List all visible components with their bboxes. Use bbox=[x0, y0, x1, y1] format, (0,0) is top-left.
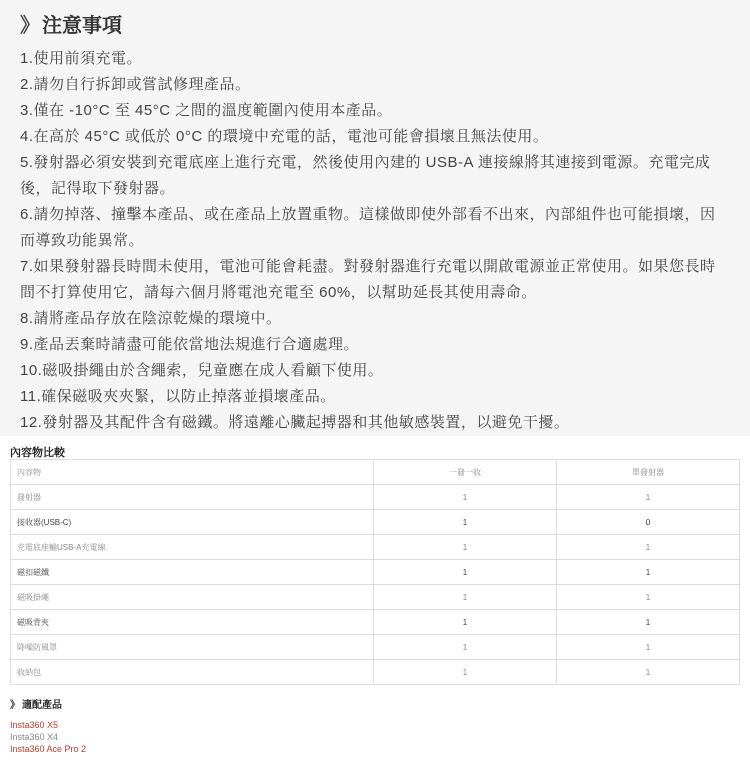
compat-section bbox=[10, 696, 86, 755]
notes-header bbox=[20, 6, 730, 40]
row-name: 磁吸掛繩 bbox=[11, 585, 374, 610]
row-value-set: 1 bbox=[374, 660, 557, 685]
row-name: 磁扣磁鐵 bbox=[11, 560, 374, 585]
row-value-single: 1 bbox=[557, 660, 740, 685]
compat-list bbox=[10, 719, 86, 755]
compat-header bbox=[10, 696, 86, 711]
row-value-single: 1 bbox=[557, 560, 740, 585]
note-item: 4.在高於 45°C 或低於 0°C 的環境中充電的話，電池可能會損壞且無法使用。 bbox=[20, 128, 549, 145]
table-row bbox=[11, 660, 740, 685]
note-item: 2.請勿自行拆卸或嘗試修理產品。 bbox=[20, 76, 251, 93]
table-row bbox=[11, 585, 740, 610]
table-row bbox=[11, 535, 740, 560]
header-set: 一發一收 bbox=[374, 460, 557, 485]
row-name: 降噪防風罩 bbox=[11, 635, 374, 660]
row-name: 磁吸背夾 bbox=[11, 610, 374, 635]
row-value-set: 1 bbox=[374, 535, 557, 560]
double-chevron-right-icon: 》 bbox=[10, 700, 18, 711]
compat-item-ace-pro-2[interactable]: Insta360 Ace Pro 2 bbox=[10, 744, 87, 754]
table-row bbox=[11, 610, 740, 635]
note-item: 6.請勿掉落、撞擊本產品、或在產品上放置重物。這樣做即使外部看不出來，內部組件也可能損壞，因而導致功能異常。 bbox=[20, 206, 716, 249]
row-value-set: 1 bbox=[374, 510, 557, 535]
header-contents: 內容物 bbox=[11, 460, 374, 485]
notes-list bbox=[20, 46, 730, 436]
row-value-single: 0 bbox=[557, 510, 740, 535]
row-value-set: 1 bbox=[374, 635, 557, 660]
row-value-single: 1 bbox=[557, 535, 740, 560]
table-row bbox=[11, 635, 740, 660]
compat-title: 適配產品 bbox=[22, 700, 62, 711]
note-item: 9.產品丟棄時請盡可能依當地法規進行合適處理。 bbox=[20, 336, 360, 353]
row-value-single: 1 bbox=[557, 610, 740, 635]
row-name: 收納包 bbox=[11, 660, 374, 685]
compare-table bbox=[10, 459, 740, 685]
row-name: 充電底座輸USB-A充電線 bbox=[11, 535, 374, 560]
compare-title: 內容物比較 bbox=[10, 447, 65, 459]
row-value-single: 1 bbox=[557, 485, 740, 510]
row-value-single: 1 bbox=[557, 585, 740, 610]
table-row bbox=[11, 485, 740, 510]
note-item: 7.如果發射器長時間未使用，電池可能會耗盡。對發射器進行充電以開啟電源並正常使用。如果您長時間不打算使用它，請每六個月將電池充電至 60%，以幫助延長其使用壽命。 bbox=[20, 258, 716, 301]
row-name: 發射器 bbox=[11, 485, 374, 510]
row-value-set: 1 bbox=[374, 585, 557, 610]
note-item: 8.請將產品存放在陰涼乾燥的環境中。 bbox=[20, 310, 282, 327]
note-item: 3.僅在 -10°C 至 45°C 之間的溫度範圍內使用本產品。 bbox=[20, 102, 393, 119]
compat-item-x4[interactable]: Insta360 X4 bbox=[10, 732, 59, 742]
note-item: 5.發射器必須安裝到充電底座上進行充電，然後使用內建的 USB-A 連接線將其連接到電源。充電完成後，記得取下發射器。 bbox=[20, 154, 711, 197]
note-item: 1.使用前須充電。 bbox=[20, 50, 143, 67]
table-row bbox=[11, 560, 740, 585]
row-name: 接收器(USB-C) bbox=[11, 510, 374, 535]
compat-item-x5[interactable]: Insta360 X5 bbox=[10, 720, 59, 730]
table-row bbox=[11, 510, 740, 535]
row-value-single: 1 bbox=[557, 635, 740, 660]
row-value-set: 1 bbox=[374, 485, 557, 510]
row-value-set: 1 bbox=[374, 610, 557, 635]
note-item: 12.發射器及其配件含有磁鐵。將遠離心臟起搏器和其他敏感裝置，以避免干擾。 bbox=[20, 414, 570, 431]
row-value-set: 1 bbox=[374, 560, 557, 585]
notes-title: 注意事項 bbox=[42, 14, 122, 37]
header-single: 單發射器 bbox=[557, 460, 740, 485]
note-item: 11.確保磁吸夾夾緊，以防止掉落並損壞產品。 bbox=[20, 388, 336, 405]
double-chevron-right-icon: 》 bbox=[20, 14, 36, 37]
table-header-row bbox=[11, 460, 740, 485]
note-item: 10.磁吸掛繩由於含繩索，兒童應在成人看顧下使用。 bbox=[20, 362, 384, 379]
